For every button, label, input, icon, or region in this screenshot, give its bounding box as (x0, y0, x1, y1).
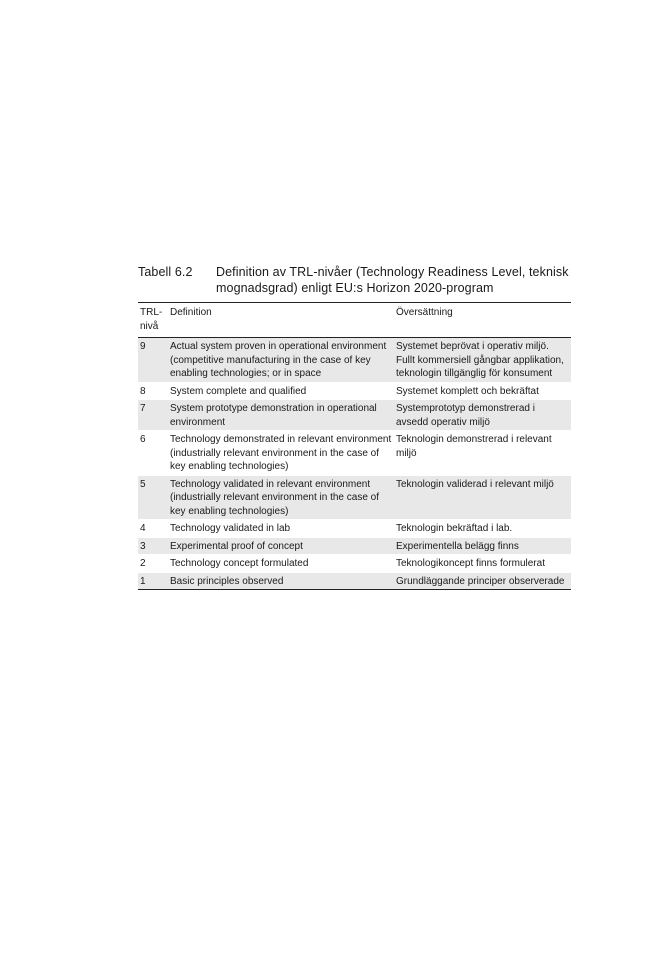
trl-table (138, 302, 571, 590)
cell-level: 9 (140, 341, 146, 352)
caption-number: Tabell 6.2 (138, 265, 193, 279)
cell-translation: Teknologin demonstrerad i relevant miljö (396, 434, 552, 459)
cell-definition: System prototype demonstration in operational environment (170, 403, 377, 428)
table-row (138, 382, 571, 400)
cell-translation: Teknologikoncept finns formulerat (396, 558, 545, 569)
cell-definition: Technology concept formulated (170, 558, 309, 569)
caption-text: Definition av TRL-nivåer (Technology Readiness Level, teknisk mognadsgrad) enligt EU:s Horizon 2020-program (216, 265, 569, 295)
table-caption (138, 264, 578, 296)
cell-translation: Experimentella belägg finns (396, 540, 519, 552)
table-row (138, 520, 571, 538)
cell-definition: Technology demonstrated in relevant environment (industrially relevant environment in the case of key enabling technologies) (170, 434, 392, 472)
cell-definition: Basic principles observed (170, 575, 284, 587)
cell-level: 7 (140, 403, 146, 414)
table-row (138, 572, 571, 590)
cell-level: 5 (140, 478, 146, 490)
cell-level: 8 (140, 385, 146, 397)
cell-definition: Technology validated in lab (170, 523, 291, 534)
table-row (138, 431, 571, 476)
cell-level: 6 (140, 434, 146, 445)
cell-definition: System complete and qualified (170, 385, 307, 397)
table-row (138, 475, 571, 520)
table-row (138, 537, 571, 555)
cell-definition: Actual system proven in operational environment (competitive manufacturing in the case of key enabling technologies; or in space (170, 341, 387, 379)
cell-translation: Systemet komplett och bekräftat (396, 385, 539, 397)
cell-translation: Systemet beprövat i operativ miljö. Fullt kommersiell gångbar applikation, teknologin tillgänglig för konsument (396, 341, 564, 379)
cell-translation: Teknologin bekräftad i lab. (396, 523, 513, 534)
cell-level: 2 (140, 558, 146, 569)
cell-level: 4 (140, 523, 146, 534)
table-body (138, 338, 571, 590)
table-row (138, 400, 571, 431)
header-trl-level: TRL-nivå (140, 307, 163, 332)
cell-level: 3 (140, 540, 146, 552)
cell-level: 1 (140, 575, 146, 587)
header-row (138, 303, 571, 338)
header-translation: Översättning (396, 307, 453, 318)
cell-definition: Experimental proof of concept (170, 540, 303, 552)
cell-definition: Technology validated in relevant environment (industrially relevant environment in the case of key enabling technologies) (170, 478, 379, 517)
cell-translation: Grundläggande principer observerade (396, 575, 565, 587)
header-definition: Definition (170, 307, 212, 318)
table-header (138, 303, 571, 338)
cell-translation: Teknologin validerad i relevant miljö (396, 478, 554, 490)
cell-translation: Systemprototyp demonstrerad i avsedd operativ miljö (396, 403, 535, 428)
table-row (138, 338, 571, 383)
table-row (138, 555, 571, 573)
